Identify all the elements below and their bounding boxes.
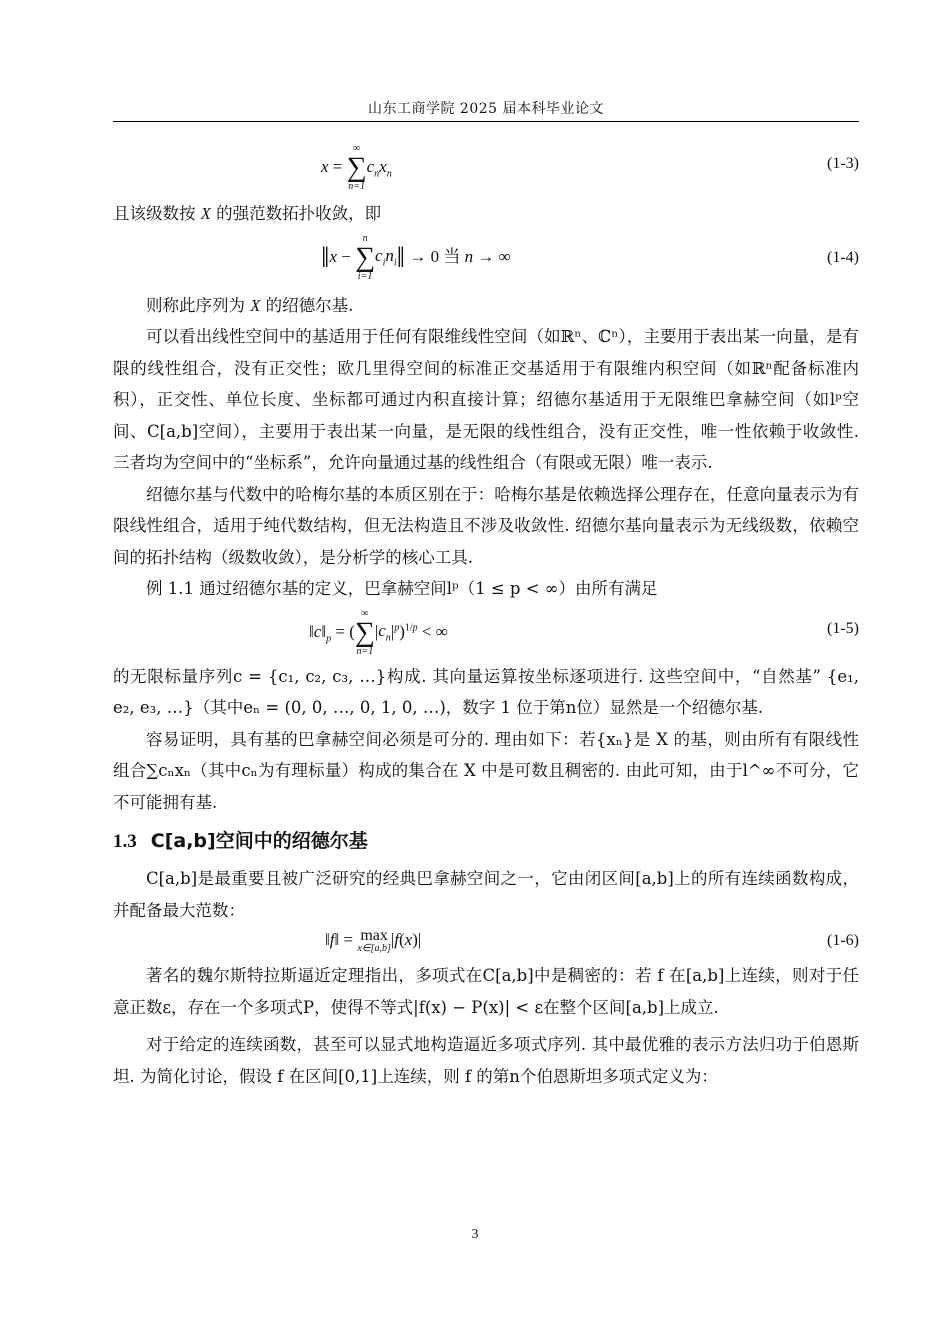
page-header: 山东工商学院 2025 届本科毕业论文 xyxy=(367,101,605,117)
section-number: 1.3 xyxy=(113,831,137,852)
equation-1-5 xyxy=(113,605,859,661)
equation-1-4-expression: ‖x − n ∑ i=1 $c_in_i‖ \to 0$ 当 n → ∞ xyxy=(321,232,511,282)
equation-1-4-word: 当 xyxy=(443,246,461,267)
paragraph-bernstein: 对于给定的连续函数，甚至可以显式地构造逼近多项式序列. 其中最优雅的表示方法归功于伯恩斯坦. 为简化讨论，假设 f 在区间[0,1]上连续，则 f 的第n个伯恩斯坦多项式定义为： xyxy=(113,1035,859,1086)
section-heading xyxy=(113,824,859,859)
paragraph-example: 例 1.1 通过绍德尔基的定义，巴拿赫空间lᵖ（1 ≤ p < ∞）由所有满足 xyxy=(146,579,658,598)
equation-1-5-expression: $‖c‖_p$ = ( ∞ ∑ n=1 $|c_n|^p)^{1/p}$ < ∞ xyxy=(309,607,448,657)
page-number: 3 xyxy=(471,1227,479,1242)
equation-number: (1-4) xyxy=(827,248,859,266)
equation-1-6 xyxy=(113,926,859,960)
paragraph-sequence-space: 的无限标量序列c = {c₁, c₂, c₃, …}构成. 其向量运算按坐标逐项进行. 这些空间中，“自然基” {e₁, e₂, e₃, …}（其中eₙ = (0, 0, …, 0, 1, 0, …)，数字 1 位于第n位）显然是一个绍德尔基. xyxy=(113,666,859,717)
paragraph-separable: 容易证明，具有基的巴拿赫空间必须是可分的. 理由如下：若{xₙ}是 X 的基，则由所有有限线性组合∑cₙxₙ（其中cₙ为有理标量）构成的集合在 X 中是可数且稠密的. 由此可知，由于l^∞不可分，它不可能拥有基. xyxy=(113,729,859,812)
section-title: C[a,b]空间中的绍德尔基 xyxy=(150,830,368,852)
paragraph-cab-space: C[a,b]是最重要且被广泛研究的经典巴拿赫空间之一，它由闭区间[a,b]上的所有连续函数构成，并配备最大范数： xyxy=(113,869,859,920)
header-rule xyxy=(113,121,859,122)
equation-1-3 xyxy=(113,138,859,198)
page-content xyxy=(113,138,859,1092)
paragraph-convergence: 且该级数按 X 的强范数拓扑收敛，即 xyxy=(113,204,382,223)
equation-number: (1-5) xyxy=(827,619,859,637)
paragraph-hamel: 绍德尔基与代数中的哈梅尔基的本质区别在于：哈梅尔基是依赖选择公理存在，任意向量表示为有限线性组合，适用于纯代数结构，但无法构造且不涉及收敛性. 绍德尔基向量表示为无线级数，依赖空间的拓扑结构（级数收敛），是分析学的核心工具. xyxy=(113,484,859,567)
equation-1-4 xyxy=(113,230,859,290)
equation-number: (1-6) xyxy=(827,932,859,949)
equation-1-6-expression: ‖f‖ = max x∈[a,b] |f(x)| xyxy=(325,927,422,954)
paragraph-comparison: 可以看出线性空间中的基适用于任何有限维线性空间（如ℝⁿ、ℂⁿ），主要用于表出某一向量，是有限的线性组合，没有正交性；欧几里得空间的标准正交基适用于有限维内积空间（如ℝⁿ配备标准内积），正交性、单位长度、坐标都可通过内积直接计算；绍德尔基适用于无限维巴拿赫空间（如lᵖ空间、C[a,b]空间），主要用于表出某一向量，是无限的线性组合，没有正交性，唯一性依赖于收敛性. 三者均为空间中的“坐标系”，允许向量通过基的线性组合（有限或无限）唯一表示. xyxy=(113,327,859,472)
paragraph-weierstrass: 著名的魏尔斯特拉斯逼近定理指出，多项式在C[a,b]中是稠密的：若 f 在[a,b]上连续，则对于任意正数ε，存在一个多项式P，使得不等式|f(x) − P(x)| < ε在整个区间[a,b]上成立. xyxy=(113,966,859,1017)
equation-number: (1-3) xyxy=(827,155,859,172)
paragraph-schauder-definition: 则称此序列为 X 的绍德尔基. xyxy=(146,295,354,315)
equation-1-3-expression: x = ∞ ∑ n=1 $c_nx_n$ xyxy=(321,143,392,192)
